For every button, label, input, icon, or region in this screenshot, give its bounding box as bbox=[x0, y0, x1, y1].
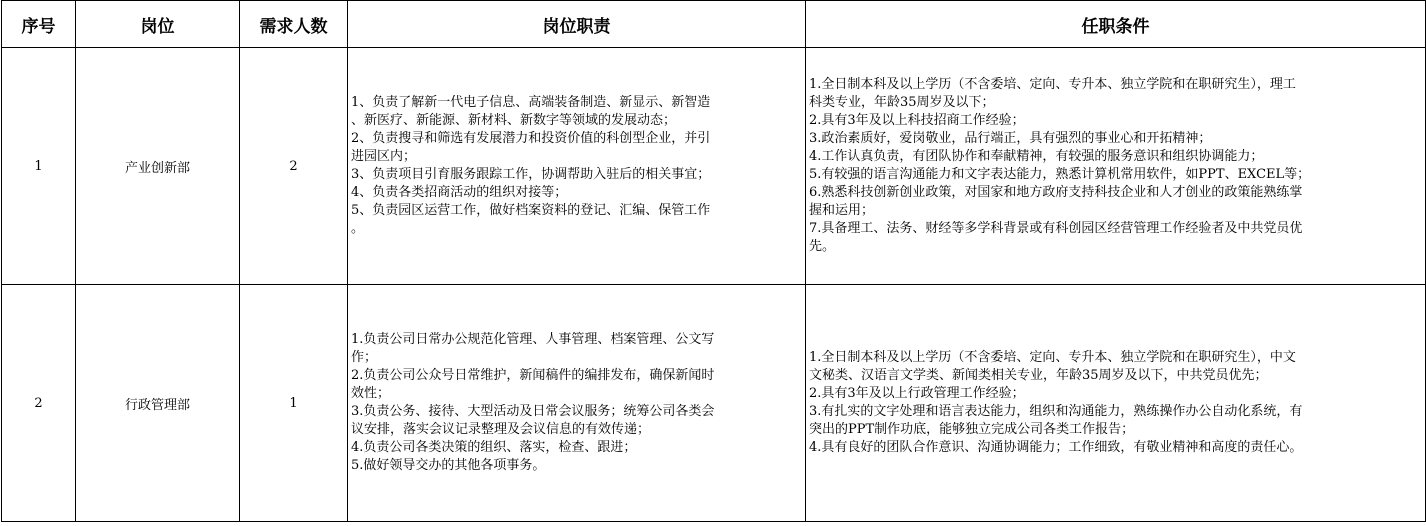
requirement-line: 突出的PPT制作功底，能够独立完成公司各类工作报告； bbox=[809, 422, 1135, 437]
duty-line: 4.负责公司各类决策的组织、落实，检查、跟进； bbox=[351, 440, 637, 455]
requirement-line: 5.有较强的语言沟通能力和文字表达能力，熟悉计算机常用软件，如PPT、EXCEL等； bbox=[809, 167, 1311, 182]
table-row bbox=[2, 48, 1426, 285]
row-duties bbox=[348, 285, 806, 522]
requirement-line: 先。 bbox=[809, 239, 836, 254]
table-row bbox=[2, 285, 1426, 522]
row-requirements bbox=[806, 48, 1426, 285]
duty-line: 进园区内； bbox=[351, 149, 417, 164]
row-duties bbox=[348, 48, 806, 285]
duty-line: 4、负责各类招商活动的组织对接等； bbox=[351, 185, 568, 200]
header-index: 序号 bbox=[2, 1, 76, 48]
header-duties: 岗位职责 bbox=[348, 1, 806, 48]
requirement-line: 3.有扎实的文字处理和语言表达能力，组织和沟通能力，熟练操作办公自动化系统，有 bbox=[809, 404, 1303, 419]
duty-line: 5.做好领导交办的其他各项事务。 bbox=[351, 458, 546, 473]
duty-line: 2.负责公司公众号日常维护，新闻稿件的编排发布，确保新闻时 bbox=[351, 368, 715, 383]
row-position: 行政管理部 bbox=[76, 285, 240, 522]
requirement-line: 6.熟悉科技创新创业政策，对国家和地方政府支持科技企业和人才创业的政策能熟练掌 bbox=[809, 185, 1303, 200]
duty-line: 1、负责了解新一代电子信息、高端装备制造、新显示、新智造 bbox=[351, 95, 711, 110]
header-position: 岗位 bbox=[76, 1, 240, 48]
requirement-line: 7.具备理工、法务、财经等多学科背景或有科创园区经营管理工作经验者及中共党员优 bbox=[809, 221, 1303, 236]
requirement-line: 1.全日制本科及以上学历（不含委培、定向、专升本、独立学院和在职研究生），中文 bbox=[809, 350, 1296, 365]
row-count: 2 bbox=[240, 48, 348, 285]
requirement-line: 4.具有良好的团队合作意识、沟通协调能力；工作细致，有敬业精神和高度的责任心。 bbox=[809, 440, 1303, 455]
duty-line: 1.负责公司日常办公规范化管理、人事管理、档案管理、公文写 bbox=[351, 332, 715, 347]
row-position: 产业创新部 bbox=[76, 48, 240, 285]
row-index: 2 bbox=[2, 285, 76, 522]
header-count: 需求人数 bbox=[240, 1, 348, 48]
requirement-line: 科类专业，年龄35周岁及以下； bbox=[809, 95, 995, 110]
duty-line: 、新医疗、新能源、新材料、新数字等领域的发展动态； bbox=[351, 113, 677, 128]
duty-line: 2、负责搜寻和筛选有发展潜力和投资价值的科创型企业，并引 bbox=[351, 131, 711, 146]
duty-line: 5、负责园区运营工作，做好档案资料的登记、汇编、保管工作 bbox=[351, 203, 711, 218]
requirement-line: 2.具有3年及以上行政管理工作经验； bbox=[809, 386, 1025, 401]
recruitment-table bbox=[1, 0, 1426, 522]
requirement-line: 3.政治素质好，爱岗敬业，品行端正，具有强烈的事业心和开拓精神； bbox=[809, 131, 1212, 146]
requirement-line: 文秘类、汉语言文学类、新闻类相关专业，年龄35周岁及以下，中共党员优先； bbox=[809, 368, 1268, 383]
row-count: 1 bbox=[240, 285, 348, 522]
requirement-line: 握和运用； bbox=[809, 203, 875, 218]
duty-line: 议安排，落实会议记录整理及会议信息的有效传递； bbox=[351, 422, 651, 437]
requirement-line: 1.全日制本科及以上学历（不含委培、定向、专升本、独立学院和在职研究生），理工 bbox=[809, 77, 1296, 92]
duty-line: 3、负责项目引育服务跟踪工作，协调帮助入驻后的相关事宜； bbox=[351, 167, 711, 182]
header-row bbox=[2, 1, 1426, 48]
row-index: 1 bbox=[2, 48, 76, 285]
duty-line: 3.负责公务、接待、大型活动及日常会议服务；统筹公司各类会 bbox=[351, 404, 715, 419]
row-requirements bbox=[806, 285, 1426, 522]
duty-line: 。 bbox=[351, 221, 365, 236]
requirement-line: 4.工作认真负责，有团队协作和奉献精神，有较强的服务意识和组织协调能力； bbox=[809, 149, 1264, 164]
duty-line: 效性； bbox=[351, 386, 391, 401]
header-requirements: 任职条件 bbox=[806, 1, 1426, 48]
requirement-line: 2.具有3年及以上科技招商工作经验； bbox=[809, 113, 1025, 128]
duty-line: 作； bbox=[351, 350, 378, 365]
